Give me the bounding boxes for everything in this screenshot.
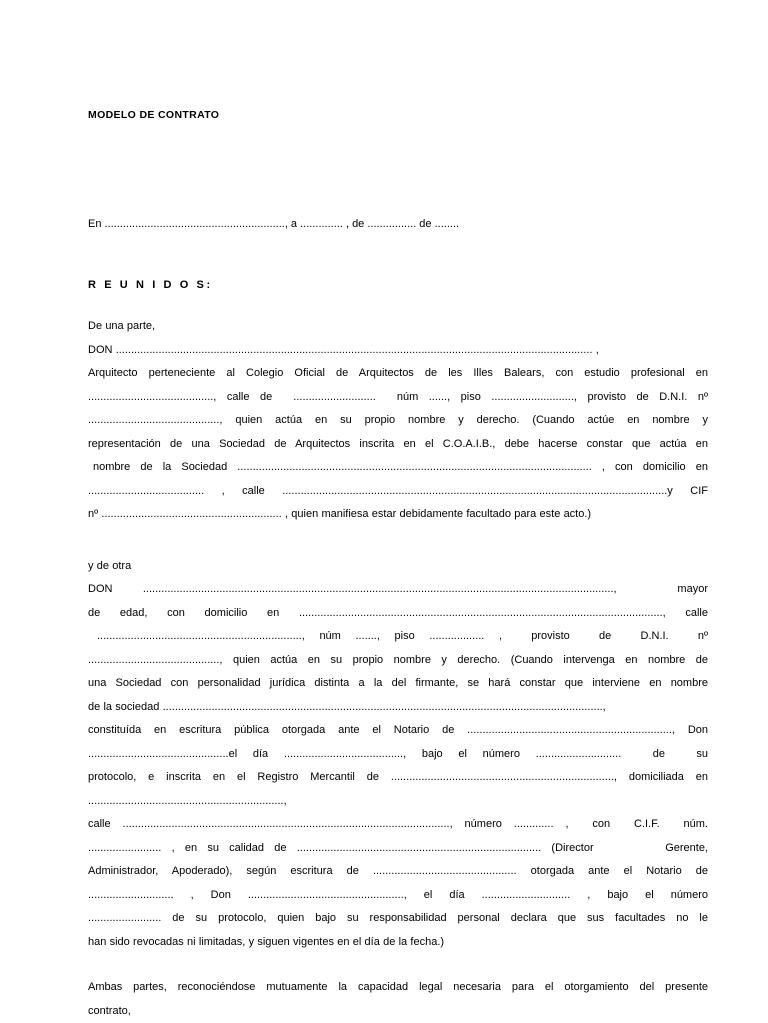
- party-one-line-7: ...................................... , calle ..............................................................................................................................y CIF: [88, 480, 708, 504]
- spacer-between-parties: [88, 527, 708, 555]
- party-two-line-7: constituída en escritura pública otorgada ante el Notario de ..................................................................., Don: [88, 719, 708, 743]
- place-and-date-line: En ..........................................................., a .............. , de ................ de ........: [88, 216, 708, 233]
- party-two-line-8: ..............................................el día ......................................., bajo el número ............................ de su: [88, 743, 708, 767]
- party-two-line-11: calle ..........................................................................................................., número ............. , con C.I.F. núm.: [88, 813, 708, 837]
- spacer-before-closing: [88, 954, 708, 976]
- party-one-line-3: ........................................., calle de ........................... núm ......, piso ..........................., provisto de D.N.I. nº: [88, 386, 708, 410]
- party-one-intro: De una parte,: [88, 315, 708, 339]
- party-two-line-13: Administrador, Apoderado), según escritura de ............................................... otorgada ante el Notario de: [88, 860, 708, 884]
- closing-line-2: contrato,: [88, 1000, 708, 1023]
- party-two-line-3: ..................................................................., núm ......., piso .................. , provisto de D.N.I. nº: [88, 625, 708, 649]
- party-two-line-9: protocolo, e inscrita en el Registro Mercantil de ........................................................................., domiciliada en: [88, 766, 708, 790]
- party-one-line-4: ..........................................., quien actúa en su propio nombre y derecho. (Cuando actúe en nombre y: [88, 409, 708, 433]
- party-one-line-1: DON ............................................................................................................................................................ ,: [88, 339, 708, 363]
- party-two-line-6: de la sociedad ................................................................................................................................................,: [88, 696, 708, 720]
- spacer-after-title: [88, 122, 708, 216]
- page-title: MODELO DE CONTRATO: [88, 108, 708, 122]
- party-two-line-15: ........................ de su protocolo, quien bajo su responsabilidad personal declara que sus facultades no le: [88, 907, 708, 931]
- closing-block: [88, 976, 708, 1023]
- spacer-after-reunidos: [88, 293, 708, 315]
- party-two-line-4: ..........................................., quien actúa en su propio nombre y derecho. (Cuando intervenga en nombre de: [88, 649, 708, 673]
- party-two-line-12: ........................ , en su calidad de ................................................................................ (Director Gerente,: [88, 837, 708, 861]
- party-two-line-1: DON .........................................................................................................................................................., mayor: [88, 578, 708, 602]
- closing-line-1: Ambas partes, reconociéndose mutuamente la capacidad legal necesaria para el otorgamiento del presente: [88, 976, 708, 1000]
- section-heading-reunidos: R E U N I D O S:: [88, 277, 708, 293]
- party-one-line-2: Arquitecto perteneciente al Colegio Oficial de Arquitectos de les Illes Balears, con estudio profesional en: [88, 362, 708, 386]
- spacer-before-reunidos: [88, 233, 708, 277]
- party-one-line-8: nº ........................................................... , quien manifiesa estar debidamente facultado para este acto.): [88, 503, 708, 527]
- party-one-line-5: representación de una Sociedad de Arquitectos inscrita en el C.O.A.I.B., debe hacerse constar que actúa en: [88, 433, 708, 457]
- document-body: [88, 108, 708, 1023]
- party-two-line-10: ................................................................,: [88, 790, 708, 814]
- party-two-line-14: ............................ , Don ..................................................., el día ............................. , bajo el número: [88, 884, 708, 908]
- party-one-block: [88, 315, 708, 527]
- party-two-line-2: de edad, con domicilio en ......................................................................................................................., calle: [88, 602, 708, 626]
- party-two-line-16: han sido revocadas ni limitadas, y siguen vigentes en el día de la fecha.): [88, 931, 708, 955]
- party-two-intro: y de otra: [88, 555, 708, 579]
- party-one-line-6: nombre de la Sociedad .................................................................................................................... , con domicilio en: [88, 456, 708, 480]
- party-two-line-5: una Sociedad con personalidad jurídica distinta a la del firmante, se hará constar que interviene en nombre: [88, 672, 708, 696]
- party-two-block: [88, 555, 708, 955]
